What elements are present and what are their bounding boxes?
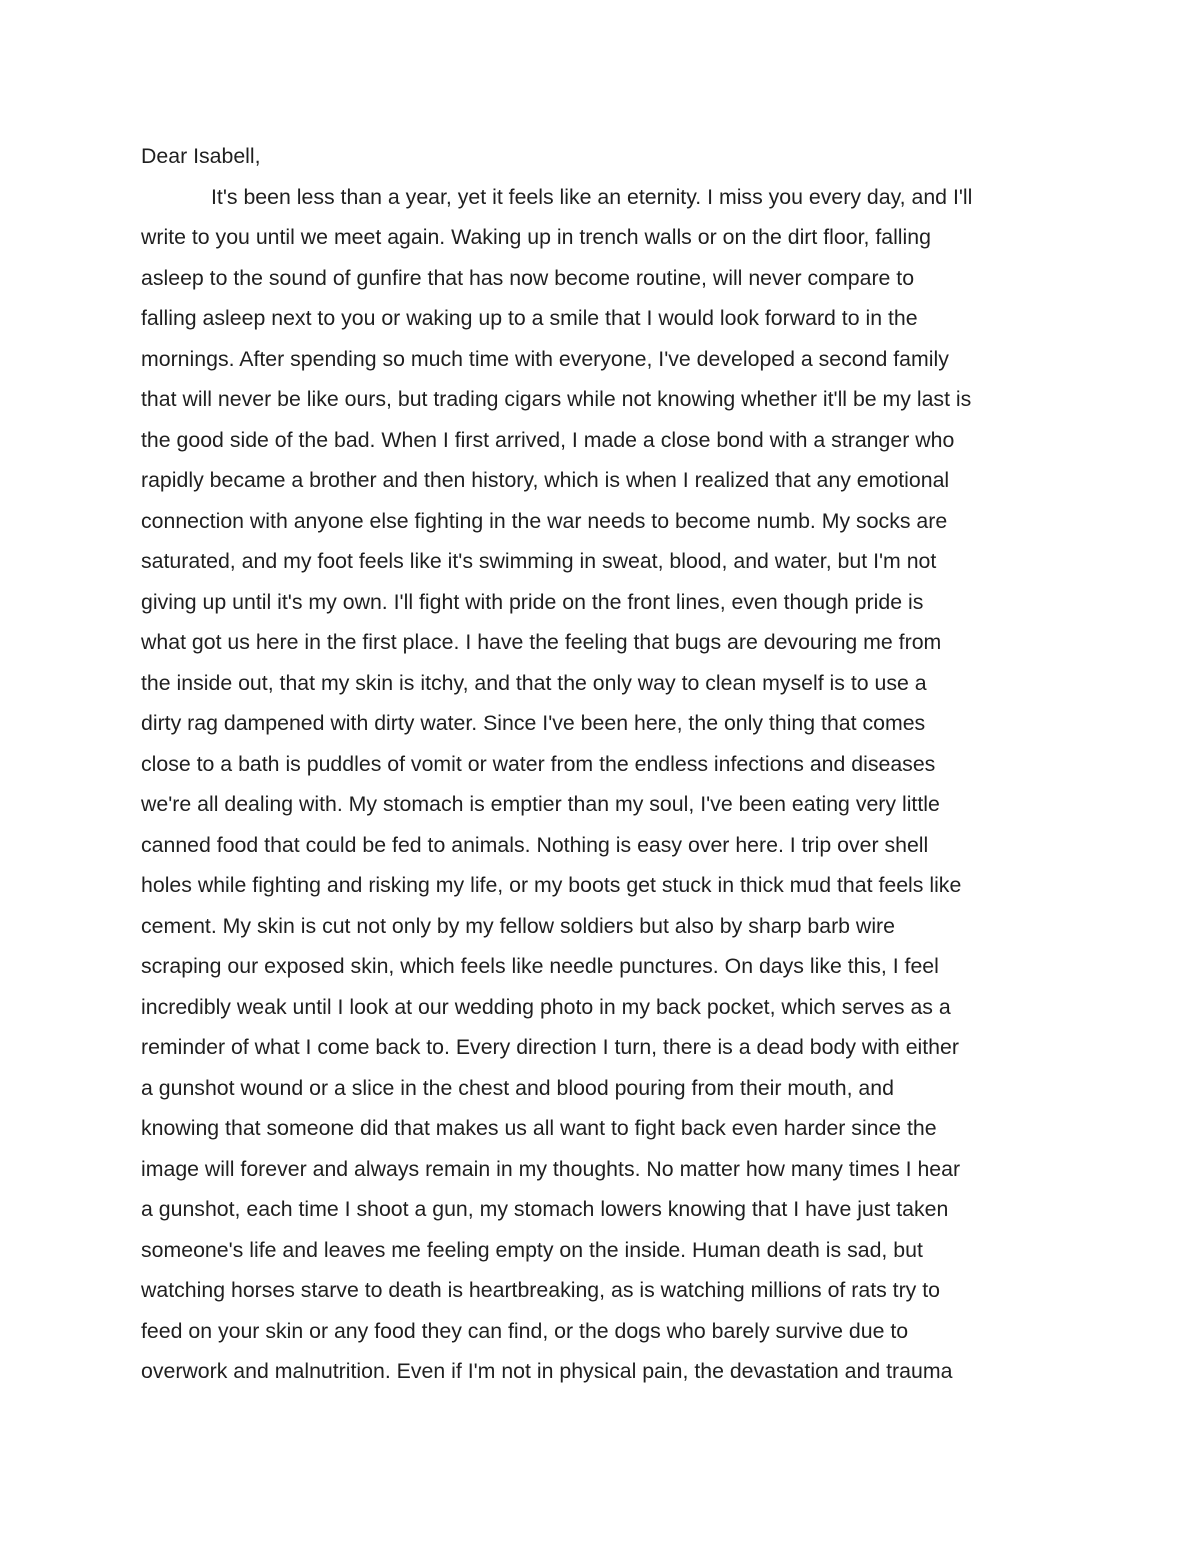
letter-line: giving up until it's my own. I'll fight with pride on the front lines, even though pride is bbox=[141, 589, 924, 614]
letter-line: watching horses starve to death is heartbreaking, as is watching millions of rats try to bbox=[141, 1278, 941, 1302]
letter-line: we're all dealing with. My stomach is emptier than my soul, I've been eating very little bbox=[141, 792, 940, 816]
letter-line: reminder of what I come back to. Every direction I turn, there is a dead body with either bbox=[141, 1035, 959, 1059]
letter-line: falling asleep next to you or waking up to a smile that I would look forward to in the bbox=[141, 306, 918, 330]
letter-line: saturated, and my foot feels like it's swimming in sweat, blood, and water, but I'm not bbox=[141, 549, 937, 573]
letter-line: image will forever and always remain in my thoughts. No matter how many times I hear bbox=[141, 1156, 961, 1181]
letter-line: asleep to the sound of gunfire that has now become routine, will never compare to bbox=[141, 265, 915, 290]
letter-body bbox=[141, 136, 1081, 1392]
letter-line: holes while fighting and risking my life, or my boots get stuck in thick mud that feels like bbox=[141, 873, 962, 897]
letter-line: the good side of the bad. When I first arrived, I made a close bond with a stranger who bbox=[141, 427, 955, 452]
letter-line: overwork and malnutrition. Even if I'm not in physical pain, the devastation and trauma bbox=[141, 1359, 953, 1383]
letter-line: incredibly weak until I look at our wedding photo in my back pocket, which serves as a bbox=[141, 994, 951, 1019]
letter-line: someone's life and leaves me feeling empty on the inside. Human death is sad, but bbox=[141, 1237, 923, 1262]
letter-line: connection with anyone else fighting in the war needs to become numb. My socks are bbox=[141, 508, 948, 533]
letter-line: It's been less than a year, yet it feels like an eternity. I miss you every day, and I'll bbox=[211, 184, 973, 209]
letter-line: knowing that someone did that makes us all want to fight back even harder since the bbox=[141, 1116, 937, 1140]
letter-line: that will never be like ours, but trading cigars while not knowing whether it'll be my last is bbox=[141, 387, 972, 411]
letter-line: mornings. After spending so much time with everyone, I've developed a second family bbox=[141, 346, 949, 371]
letter-line: what got us here in the first place. I have the feeling that bugs are devouring me from bbox=[141, 630, 942, 654]
letter-line: a gunshot wound or a slice in the chest and blood pouring from their mouth, and bbox=[141, 1075, 894, 1100]
letter-line: canned food that could be fed to animals. Nothing is easy over here. I trip over shell bbox=[141, 832, 929, 857]
letter-line: scraping our exposed skin, which feels like needle punctures. On days like this, I feel bbox=[141, 954, 939, 978]
letter-line: dirty rag dampened with dirty water. Since I've been here, the only thing that comes bbox=[141, 711, 926, 735]
letter-salutation: Dear Isabell, bbox=[141, 144, 261, 168]
letter-line: feed on your skin or any food they can find, or the dogs who barely survive due to bbox=[141, 1318, 909, 1343]
letter-line: close to a bath is puddles of vomit or water from the endless infections and diseases bbox=[141, 751, 936, 776]
letter-line: cement. My skin is cut not only by my fellow soldiers but also by sharp barb wire bbox=[141, 913, 895, 938]
letter-line: write to you until we meet again. Waking up in trench walls or on the dirt floor, falling bbox=[141, 225, 931, 249]
letter-line: rapidly became a brother and then history, which is when I realized that any emotional bbox=[141, 468, 950, 492]
letter-line: the inside out, that my skin is itchy, and that the only way to clean myself is to use a bbox=[141, 670, 927, 695]
letter-line: a gunshot, each time I shoot a gun, my stomach lowers knowing that I have just taken bbox=[141, 1197, 949, 1221]
